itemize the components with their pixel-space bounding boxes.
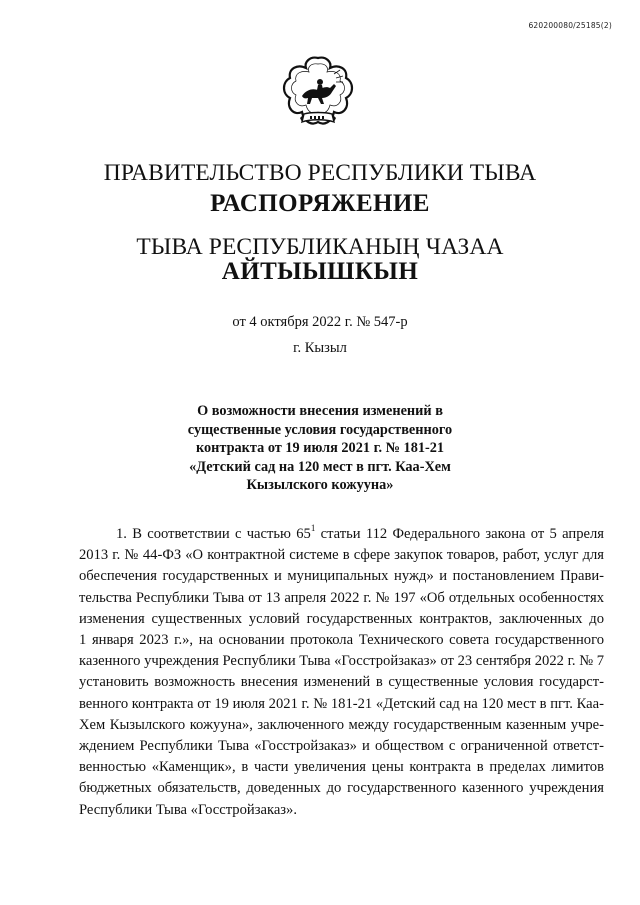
order-body-paragraph <box>79 524 604 821</box>
body-line: Республики Тыва «Госстройзаказ». <box>79 801 298 818</box>
government-title-tyva: ТЫВА РЕСПУБЛИКАНЫҢ ЧАЗАА <box>136 234 504 260</box>
body-line <box>79 524 604 545</box>
body-line: бюджетных обязательств, доведенных до государственного казенного учреждения <box>79 780 604 797</box>
government-title-ru: ПРАВИТЕЛЬСТВО РЕСПУБЛИКИ ТЫВА <box>103 160 537 186</box>
body-line: казенного учреждения Республики Тыва «Госстройзаказ» от 23 сентября 2022 г. № 7 <box>79 653 605 670</box>
body-line: обеспечения государственных и муниципальных нужд» и постановлением Прави- <box>79 568 604 585</box>
order-subject <box>0 402 640 495</box>
body-line: тельства Республики Тыва от 13 апреля 2022 г. № 197 «Об отдельных особенностях <box>79 589 604 606</box>
body-line: венностью «Каменщик», в части увеличения цены контракта в пределах лимитов <box>79 759 604 776</box>
body-line: установить возможность внесения изменений в существенные условия государст- <box>79 674 604 691</box>
order-date-number: от 4 октября 2022 г. № 547-р <box>232 314 408 330</box>
order-type-tyva: АЙТЫЫШКЫН <box>221 258 419 285</box>
order-city: г. Кызыл <box>293 340 347 356</box>
body-line: Хем Кызылского кожууна», заключенного между государственным казенным учре- <box>79 716 604 733</box>
body-line: 2013 г. № 44-ФЗ «О контрактной системе в сфере закупок товаров, работ, услуг для <box>79 547 604 564</box>
document-id: 620200080/25185(2) <box>528 21 612 30</box>
subject-line: «Детский сад на 120 мест в пгт. Каа-Хем <box>189 458 451 475</box>
body-line-part: 1. В соответствии с частью 65 <box>116 526 311 542</box>
body-line: ждением Республики Тыва «Госстройзаказ» и обществом с ограниченной ответст- <box>79 738 604 755</box>
subject-line: Кызылского кожууна» <box>246 477 394 493</box>
subject-line: О возможности внесения изменений в <box>197 403 443 419</box>
body-line: 1 января 2023 г.», на основании протокола Технического совета государственного <box>79 632 604 649</box>
order-type-ru: РАСПОРЯЖЕНИЕ <box>210 190 430 217</box>
superscript: 1 <box>310 523 316 534</box>
subject-line: контракта от 19 июля 2021 г. № 181-21 <box>195 440 445 456</box>
body-line: венного контракта от 19 июля 2021 г. № 181-21 «Детский сад на 120 мест в пгт. Каа- <box>79 695 604 712</box>
body-line: изменения существенных условий государственных контрактов, заключенных до <box>79 610 604 627</box>
subject-line: существенные условия государственного <box>187 421 453 438</box>
tyva-coat-of-arms-icon <box>280 52 356 138</box>
body-line-part: статьи 112 Федерального закона от 5 апреля <box>315 526 604 542</box>
